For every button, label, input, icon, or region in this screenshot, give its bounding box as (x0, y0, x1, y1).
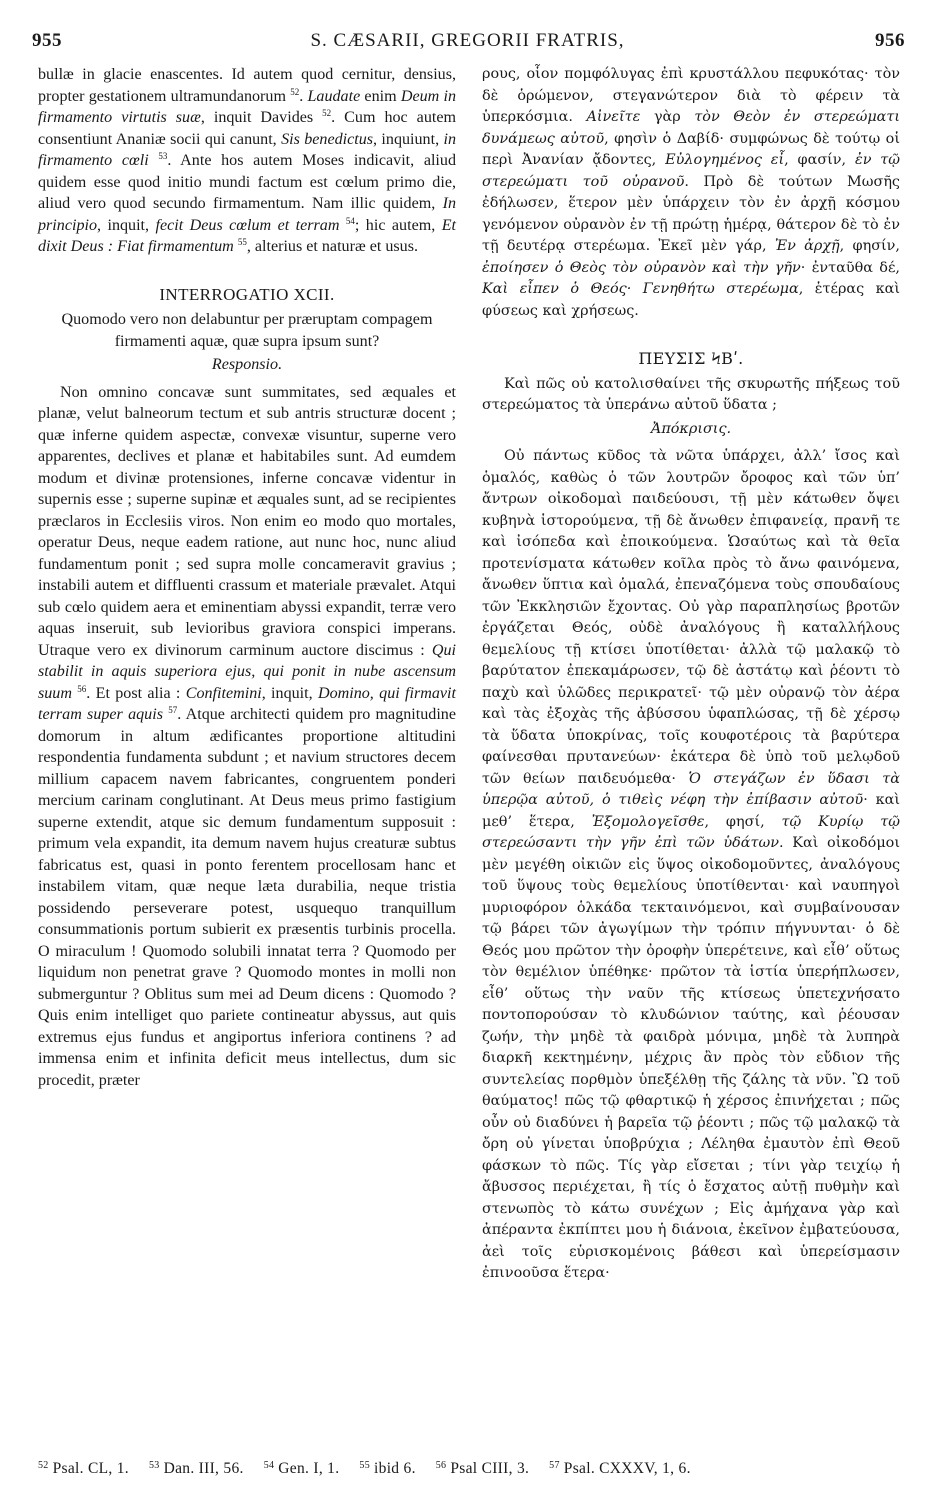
greek-question-heading: ΠΕΥΣΙΣ ϞΒʹ. (638, 349, 744, 368)
greek-quote: Ἐν ἀρχῇ (774, 238, 840, 254)
greek-quote: τὸν Θεὸν ἐν στερεώματι δυνάμεως αὐτοῦ (482, 109, 900, 147)
latin-quote: in firmamento cœli (38, 130, 456, 169)
greek-text-span: . Καὶ οἰκοδόμοι μὲν μεγέθη οἰκιῶν εἰς ὕψος οἰκοδομοῦντες, ἀναλόγους τοῦ ὕψους τοὺς θεμελίους ὑποτίθενται· καὶ ναυπηγοὶ μυριοφόρον ὁλκάδα τεκταινόμενοι, καὶ συμβαίνουσαν τῷ βάρει τῶν ἀγωγίμων τὴν τρόπιν πήγνυνται· ὁ δὲ Θεός μου πρῶτον τὴν ὀροφὴν ὑπερέτεινε, καὶ εἶθ’ οὕτως τὸν θεμέλιον ὑπέθηκε· πρῶτον τὰ ἱστία ὑπερήπλωσεν, εἶθ’ οὕτως τὴν ναῦν τῆς κτίσεως ὑπετεχνήσατο ποντοπορούσαν τὸ κλυδώνιον ταύτης, καὶ ῥέουσαν ζωήν, τὴν μηδὲ τὰ φαιδρὰ μόνιμα, μηδὲ τὰ λυπηρὰ διαρκῆ κεκτημένην, μέχρις ἂν πρὸς τὸν εὔδιον τῆς συντελείας πορθμὸν ὑπεξέλθῃ τῆς ζάλης τὰ νῦν. Ὢ τοῦ θαύματος! πῶς τῷ φθαρτικῷ ἡ χέρσος ἐπινήχεται ; πῶς οὖν οὐ διαδύνει ἡ βαρεῖα τῷ ῥέοντι ; πῶς τῷ μαλακῷ τὰ ὄρη οὐ γίνεται ὑποβρύχια ; Λέληθα ἐμαυτὸν ἐπὶ Θεοῦ φάσκων τὸ πῶς. Τίς γὰρ εἴσεται ; τίνι γὰρ τειχίῳ ἡ ἄβυσσος περιέχεται, ἢ τίς ὁ ἔσχατος αὐτῇ πυθμὴν καὶ στενωπὸς τὸ κάτω συνέχων ; Εἰς ἀμήχανα γὰρ καὶ ἀπέραντα ἐκπίπτει μου ἡ διάνοια, ἐκεῖνον ἐμβατεύουσα, ἀεὶ τοῖς εὑρισκομένοις βάθεσι καὶ ὑπερείσμασιν ἐπινοοῦσα ἕτερα· (482, 835, 900, 1281)
latin-quote: Deum in firmamento virtutis suæ (38, 87, 457, 126)
greek-question-text: Καὶ πῶς οὐ κατολισθαίνει τῆς σκυρωτῆς πήξεως τοῦ στερεώματος τὰ ὑπεράνω αὐτοῦ ὕδατα ; (482, 375, 900, 413)
greek-paragraph-1 (482, 64, 900, 322)
footnote-ref: 55 (237, 237, 247, 247)
greek-text-span: · ἐνταῦθα δέ, (800, 259, 900, 276)
latin-column (38, 64, 456, 1091)
footnote-number: 52 (38, 1460, 49, 1471)
latin-paragraph-2 (38, 382, 456, 1092)
latin-text-span: bullæ in glacie enascentes. Id autem quod cernitur, densius, propter gestationem ultramundanorum (38, 66, 456, 105)
footnote (264, 1460, 340, 1478)
greek-text-span: , φησὶν ὁ Δαβίδ· συμφώνως δὲ τούτῳ οἱ περὶ Ἀνανίαν ᾄδοντες, (482, 130, 900, 168)
page-header (30, 30, 905, 56)
latin-text-span: Non omnino concavæ sunt summitates, sed æquales et planæ, velut balneorum tectum et sub antris structuræ docent ; quæ inferne quidem aspectæ, convexæ visuntur, superne vero apparentes, declives et planæ et habitabiles sunt. Ad eumdem modum et divinæ protensiones, inferne concavæ videntur in supernis esse ; superne supinæ et æquales sunt, ad se recipientes præclaros in Ecclesiis viros. Non enim eo modo quo mortales, operatur Deus, neque eadem ratione, aut nunc hoc, nunc aliud fundamentum ponit ; sed supra molle concameravit gravius ; instabili autem et diffluenti crassum et materiale prævalet. Atqui sub cœlo quidem aera et eminentiam abyssi expandit, terræ vero aquas inseruit, sub levioribus graviora conspici imperans. Utraque vero ex divinorum carminum auctore discimus : (38, 383, 456, 659)
footnote-ref: 53 (158, 151, 168, 161)
footnote-ref: 52 (322, 108, 332, 118)
greek-text-span: , φησί, (704, 813, 782, 830)
latin-text-span: , inquit, (261, 684, 318, 702)
footnote-number: 56 (435, 1460, 447, 1471)
footnote-number: 54 (263, 1460, 275, 1471)
greek-quote: Εὐλογημένος εἶ (665, 152, 785, 168)
footnote-number: 53 (148, 1460, 160, 1471)
greek-text-span: , φασίν, (784, 152, 855, 168)
footnote (436, 1460, 529, 1478)
latin-text-span: . Et post alia : (86, 684, 186, 702)
footnote (359, 1460, 415, 1478)
greek-responsio-label: Ἀπόκρισις. (650, 420, 732, 437)
greek-quote: Καὶ εἶπεν ὁ Θεός· Γενηθήτω στερέωμα (482, 281, 799, 297)
footnote-text: Psal. CXXXV, 1, 6. (563, 1460, 691, 1477)
greek-quote: ἐποίησεν ὁ Θεὸς τὸν οὐρανὸν καὶ τὴν γῆν (482, 259, 801, 276)
latin-text-span: ; hic autem, (354, 216, 442, 234)
latin-responsio-label: Responsio. (211, 356, 283, 373)
greek-text-span: , φησίν, (839, 238, 900, 254)
footnote-ref: 57 (168, 705, 178, 715)
latin-text-span: . (299, 87, 308, 105)
footnote-text: Gen. I, 1. (278, 1460, 340, 1477)
greek-paragraph-2 (482, 446, 900, 1285)
latin-text-span: enim (360, 87, 401, 105)
footnote-text: ibid 6. (374, 1460, 416, 1477)
footnote-ref: 52 (290, 86, 300, 97)
greek-text-span: Οὐ πάντως κῦδος τὰ νῶτα ὑπάρχει, ἀλλ’ ἴσος καὶ ὁμαλός, καθὼς ὁ τῶν λουτρῶν ὄροφος καὶ τῶν ὑπ’ ἄντρων οἰκοδομαὶ παιδεύουσι, τῇ μὲν κάτωθεν ὄψει κυβηνὰ ἱστορούμενα, τῇ δὲ ἄνωθεν ἐπιφανείᾳ, πρανῆ τε καὶ ἰσόπεδα καὶ ἐποικούμενα. Ὡσαύτως καὶ τὰ θεῖα προτενίσματα κάτωθεν κοῖλα πρὸς τὸ ἄνω φαινόμενα, ἄνωθεν ὕπτια καὶ ὁμαλά, ἐπεναζόμενα τοὺς σπουδαίους τῶν Ἐκκλησιῶν ἔχοντας. Οὐ γὰρ παραπλησίως βροτῶν ἐργάζεται Θεός, οὐδὲ ἀναλόγους ἢ καταλλήλους θεμελίους τῇ κτίσει ὑποτίθεται· ἀλλὰ τῷ μαλακῷ τὸ βαρύτατον ἐπεκαμάρωσεν, τῷ δὲ ἀστάτῳ καὶ ῥέοντι τὸ παχὺ καὶ ὑλῶδες περικρατεῖ· τῷ μὲν οὐρανῷ τὸν ἀέρα καὶ τὰς ἐξοχὰς τῆς ἀβύσσου ὑφαπλώσας, τῇ δὲ χέρσῳ τὰ ὕδατα ὑποκρίνας, τοῖς κουφοτέροις τὰ βαρύτερα φαίνεσθαι πρυτανεύων· ἑκάτερα δὲ ὑπὸ τοῦ μελῳδοῦ τῶν θείων παιδευόμεθα· (482, 448, 900, 787)
greek-quote: Αἰνεῖτε (586, 109, 641, 125)
footnote-number: 55 (359, 1460, 371, 1471)
latin-text-span: , inquit, (97, 216, 156, 234)
greek-text-span: ρους, οἷον πομφόλυγας ἐπὶ κρυστάλλου πεφυκότας· τὸν δὲ ὁρώμενον, στεγανώτερον διὰ τὸ φέρειν τὰ ὑπερκόσμια. (482, 66, 900, 125)
greek-text-span: , ἑτέρας καὶ φύσεως καὶ χρήσεως. (482, 281, 900, 319)
latin-text-span: . Ante hos autem Moses indicavit, aliud quidem esse quod initio mundi factum est cœlum primo die, aliud vero quod secundo firmamentum. Nam illic quidem, (38, 152, 456, 212)
latin-quote: Confitemini (185, 684, 262, 702)
latin-text-span: , inquit Davides (200, 109, 323, 126)
greek-text-span: . Πρὸ δὲ τούτων Μωσῆς ἐδήλωσεν, ἕτερον μὲν ὑπάρχειν τὸν ἐν ἀρχῇ κόσμου γενόμενον οὐρανὸν ἐν τῇ πρώτῃ ἡμέρᾳ, θάτερον δὲ τὸ ἐν τῇ δευτέρᾳ στερέωμα. Ἐκεῖ μὲν γάρ, (482, 173, 900, 254)
footnote (549, 1460, 691, 1478)
footnote-text: Psal. CL, 1. (52, 1460, 129, 1477)
latin-quote: Qui stabilit in aquis superiora ejus, qui ponit in nube ascensum suum (38, 641, 456, 702)
running-title: S. CÆSARII, GREGORII FRATRIS, (310, 30, 625, 51)
latin-text-span: . Cum hoc autem consentiunt Ananiæ socii qui canunt, (38, 109, 456, 148)
greek-text-span: γὰρ (640, 109, 695, 125)
latin-question-heading: INTERROGATIO XCII. (159, 284, 335, 304)
footnote-text: Psal CIII, 3. (450, 1460, 530, 1477)
footnote-number: 57 (549, 1460, 560, 1471)
latin-quote: Sis benedictus (281, 130, 374, 148)
page-number-left: 955 (32, 30, 62, 51)
greek-text-span: · καὶ μεθ’ ἕτερα, (482, 792, 900, 830)
latin-quote: fecit Deus cœlum et terram (155, 216, 340, 234)
greek-column (482, 64, 900, 1285)
footnote (38, 1460, 129, 1478)
latin-text-span: , alterius et naturæ et usus. (246, 238, 418, 255)
latin-text-span: , inquiunt, (373, 130, 444, 148)
latin-text-span (149, 152, 159, 169)
latin-text-span: . Atque architecti quidem pro magnitudine domorum in altum ædificantes proportione altitudini respondentia fundamenta subdunt ; et navium structores decem millium capacem navem fabricantes, congruentem ponderi mercium carinam conglutinant. At Deus meus primo fastigium superne extendit, atque sic demum fundamentum supposuit : primum vela expandit, ita demum navem hujus creaturæ subtus fabricatus est, quasi in ponto ferentem procellosam hanc et instabilem vitam, quæ neque læta durabilia, neque tristia possidendo perseverare potest, usquequo tranquillum consummationis portum subierit ex præsentis turbinis procella. O miraculum ! Quomodo solubili innatat terra ? Quomodo per liquidum non penetrat grave ? Quomodo montes in molli non submerguntur ? Oblitus sum mei ad Deum dicens : Quomodo ? Quis enim intelliget quo pariete contineatur abyssus, aut quis extremus ejus fundus et angiportus inferiora continens ? ad immensa enim et infinita deficit meus intellectus, dum sic procedit, præter (38, 706, 456, 1089)
greek-quote: Ἐξομολογεῖσθε (591, 813, 705, 830)
footnote-ref: 54 (345, 215, 355, 226)
footnote-ref: 56 (77, 683, 87, 694)
footnotes (38, 1460, 905, 1478)
footnote-text: Dan. III, 56. (163, 1460, 244, 1477)
latin-quote: Et dixit Deus : Fiat firmamentum (38, 216, 457, 255)
page-number-right: 956 (875, 30, 905, 51)
greek-quote: Ὁ στεγάζων ἐν ὕδασι τὰ ὑπερῷα αὐτοῦ, ὁ τιθεὶς νέφη τὴν ἐπίβασιν αὐτοῦ (482, 770, 900, 808)
latin-question-text: Quomodo vero non delabuntur per præruptam compagem firmamenti aquæ, quæ supra ipsum sunt? (61, 311, 433, 350)
latin-quote: Domino, qui firmavit terram super aquis (38, 684, 456, 723)
footnote (149, 1460, 244, 1478)
greek-quote: τῷ Κυρίῳ τῷ στερεώσαντι τὴν γῆν ἐπὶ τῶν ὑδάτων (482, 813, 900, 851)
latin-quote: Laudate (307, 87, 361, 105)
latin-paragraph-1 (38, 64, 456, 258)
greek-quote: ἐν τῷ στερεώματι τοῦ οὐρανοῦ (482, 152, 900, 190)
latin-quote: In principio (38, 195, 456, 234)
